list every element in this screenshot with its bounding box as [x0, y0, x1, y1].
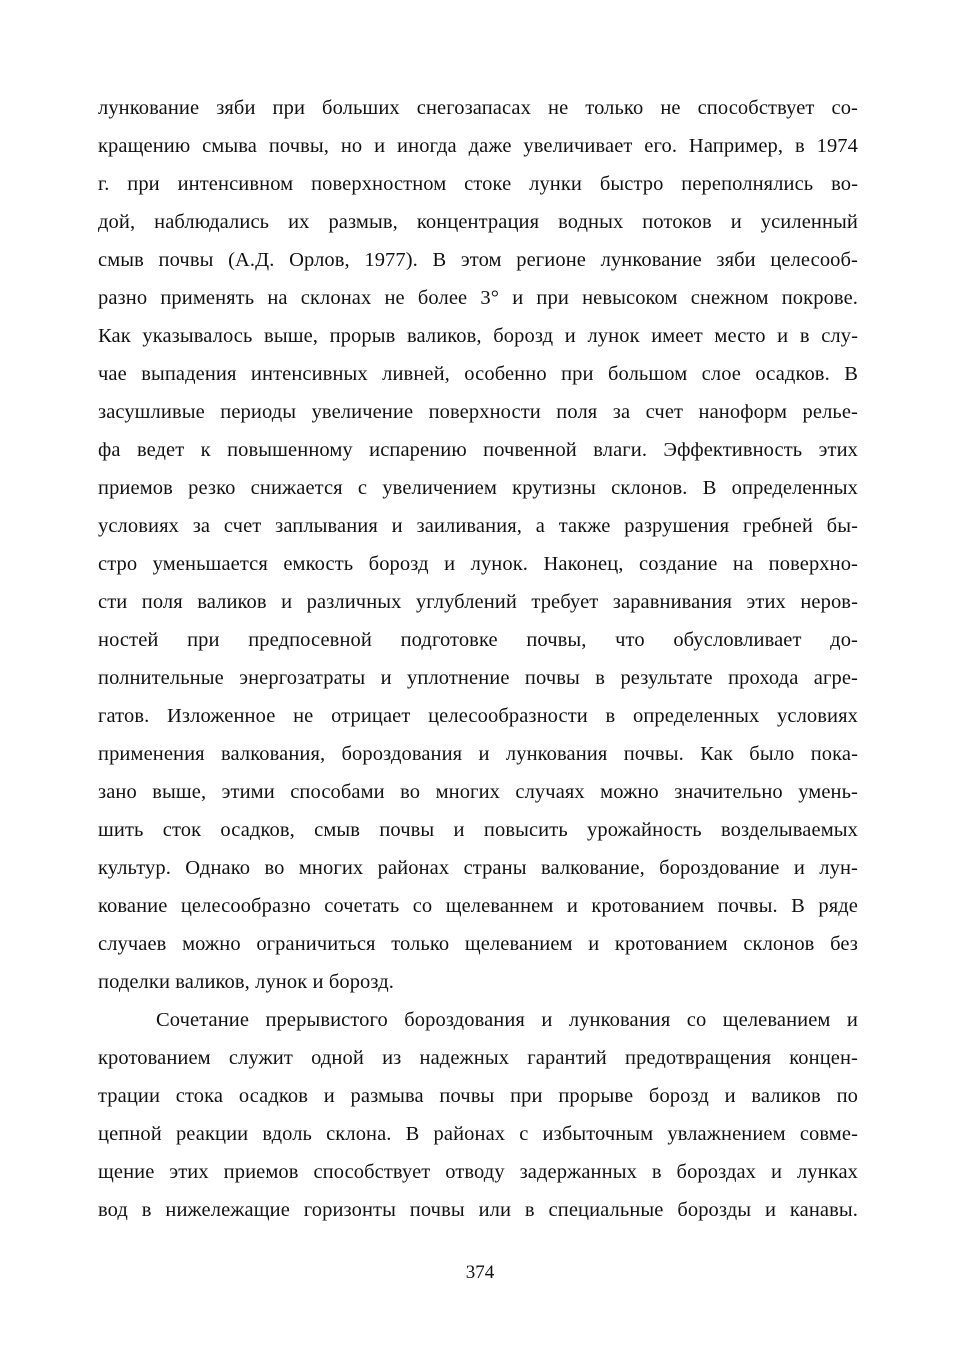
body-text [98, 89, 858, 1229]
text-line: засушливые периоды увеличение поверхности поля за счет наноформ релье- [98, 401, 858, 423]
paragraph-1 [98, 89, 858, 1001]
text-line: фа ведет к повышенному испарению почвенной влаги. Эффективность этих [98, 439, 858, 461]
text-line: зано выше, этими способами во многих случаях можно значительно умень- [98, 781, 858, 803]
text-line: применения валкования, бороздования и лункования почвы. Как было пока- [98, 743, 858, 765]
text-line: г. при интенсивном поверхностном стоке лунки быстро переполнялись во- [98, 173, 858, 195]
text-line: дой, наблюдались их размыв, концентрация водных потоков и усиленный [98, 211, 858, 233]
text-line: приемов резко снижается с увеличением крутизны склонов. В определенных [98, 477, 858, 499]
text-line: сти поля валиков и различных углублений требует заравнивания этих неров- [98, 591, 858, 613]
text-line: стро уменьшается емкость борозд и лунок. Наконец, создание на поверхно- [98, 553, 858, 575]
text-line: поделки валиков, лунок и борозд. [98, 971, 394, 993]
text-line: Сочетание прерывистого бороздования и лункования со щелеванием и [156, 1009, 858, 1031]
text-line: смыв почвы (А.Д. Орлов, 1977). В этом регионе лункование зяби целесооб- [98, 249, 858, 271]
text-line: щение этих приемов способствует отводу задержанных в бороздах и лунках [98, 1161, 858, 1183]
page-number: 374 [465, 1262, 495, 1283]
text-line: чае выпадения интенсивных ливней, особенно при большом слое осадков. В [98, 363, 858, 385]
text-line: лункование зяби при больших снегозапасах не только не способствует со- [98, 97, 858, 119]
text-line: условиях за счет заплывания и заиливания, а также разрушения гребней бы- [98, 515, 858, 537]
text-line: кращению смыва почвы, но и иногда даже увеличивает его. Например, в 1974 [98, 135, 858, 157]
text-line: гатов. Изложенное не отрицает целесообразности в определенных условиях [98, 705, 858, 727]
text-line: полнительные энергозатраты и уплотнение почвы в результате прохода агре- [98, 667, 858, 689]
text-line: шить сток осадков, смыв почвы и повысить урожайность возделываемых [98, 819, 858, 841]
text-line: ностей при предпосевной подготовке почвы, что обусловливает до- [98, 629, 858, 651]
text-line: Как указывалось выше, прорыв валиков, борозд и лунок имеет место и в слу- [98, 325, 858, 347]
paragraph-2 [98, 1001, 858, 1229]
text-line: трации стока осадков и размыва почвы при прорыве борозд и валиков по [98, 1085, 858, 1107]
text-line: культур. Однако во многих районах страны валкование, бороздование и лун- [98, 857, 858, 879]
text-line: кование целесообразно сочетать со щелеваннем и кротованием почвы. В ряде [98, 895, 858, 917]
text-line: вод в нижележащие горизонты почвы или в специальные борозды и канавы. [98, 1199, 858, 1221]
text-line: разно применять на склонах не более 3° и при невысоком снежном покрове. [98, 287, 858, 309]
text-line: случаев можно ограничиться только щелеванием и кротованием склонов без [98, 933, 858, 955]
text-line: цепной реакции вдоль склона. В районах с избыточным увлажнением совме- [98, 1123, 858, 1145]
text-line: кротованием служит одной из надежных гарантий предотвращения концен- [98, 1047, 858, 1069]
